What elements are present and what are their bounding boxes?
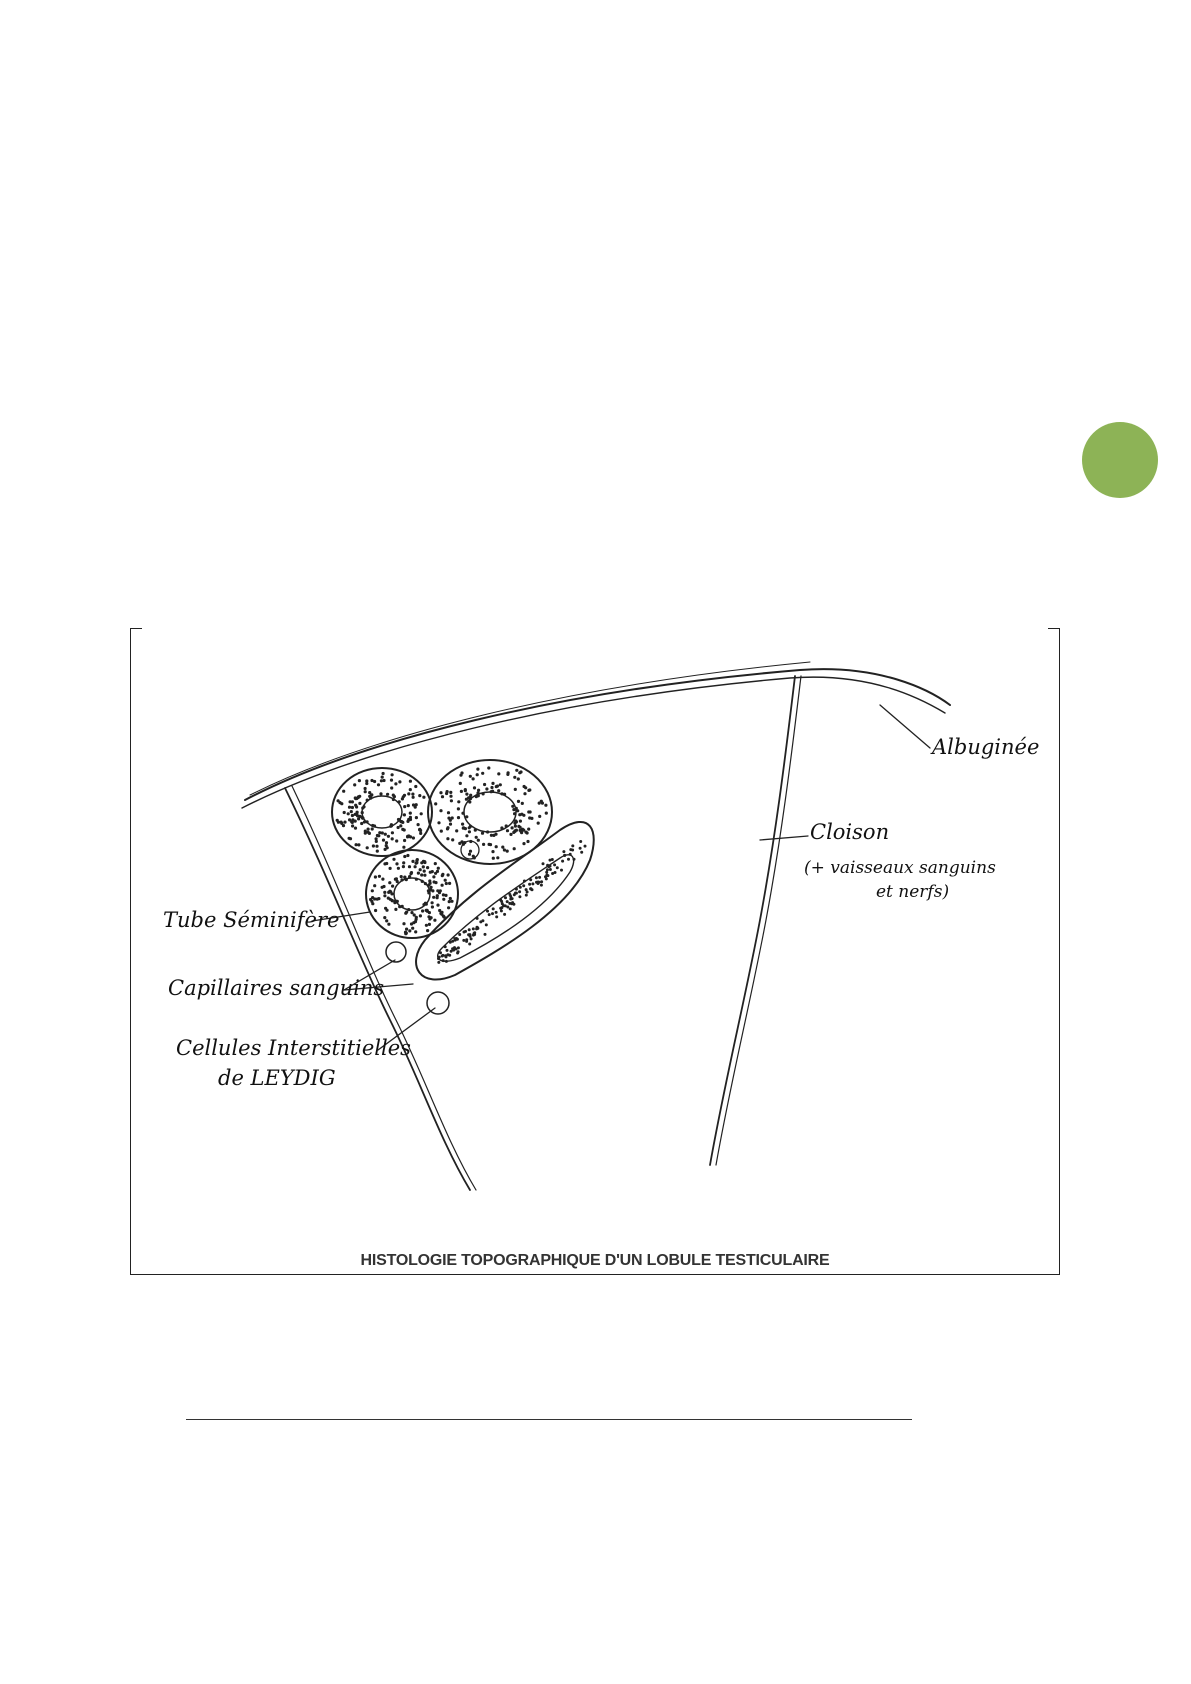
figure-caption: HISTOLOGIE TOPOGRAPHIQUE D'UN LOBULE TESTICULAIRE — [360, 1252, 830, 1269]
label-cloison-note-2: et nerfs) — [876, 882, 950, 902]
label-cloison-note-1: (+ vaisseaux sanguins — [804, 858, 996, 878]
horizontal-rule — [186, 1419, 912, 1420]
label-albuginee: Albuginée — [932, 735, 1040, 759]
label-capillaires-sanguins: Capillaires sanguins — [168, 976, 385, 1000]
label-tube-seminifere: Tube Séminifère — [163, 908, 340, 932]
label-cellules-interstitielles: Cellules Interstitielles — [176, 1036, 411, 1060]
label-de-leydig: de LEYDIG — [218, 1066, 336, 1090]
label-cloison: Cloison — [810, 820, 890, 844]
